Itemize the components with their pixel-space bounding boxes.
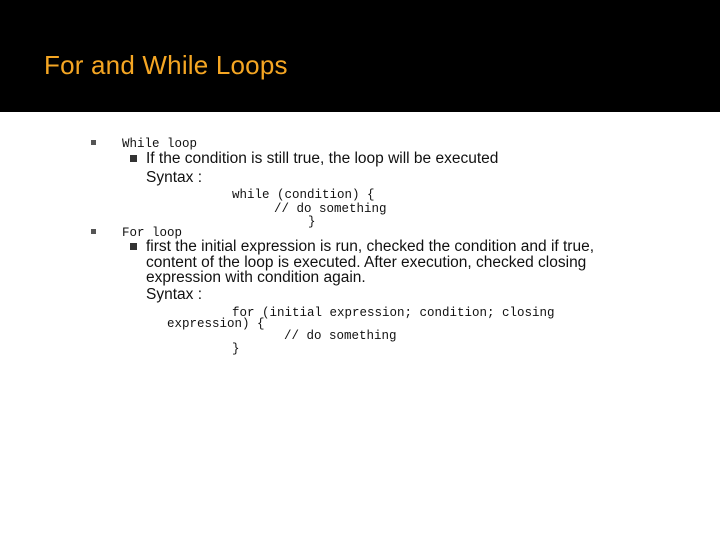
while-code-line-2: // do something: [274, 202, 387, 216]
while-loop-description: If the condition is still true, the loop will be executed: [146, 150, 499, 167]
level2-bullet-for: [130, 243, 137, 250]
for-loop-heading: For loop: [122, 226, 183, 240]
level2-bullet-while: [130, 155, 137, 162]
slide-title: For and While Loops: [44, 50, 288, 80]
for-loop-description-line-2: content of the loop is executed. After execution, checked closing: [146, 254, 587, 271]
while-loop-heading: While loop: [122, 137, 198, 151]
for-syntax-label: Syntax :: [146, 286, 202, 303]
while-code-line-3: }: [308, 215, 316, 229]
for-code-line-3: // do something: [284, 329, 397, 343]
level1-bullet-for: [91, 229, 96, 234]
while-syntax-label: Syntax :: [146, 169, 202, 186]
level1-bullet-while: [91, 140, 96, 145]
for-loop-description-line-1: first the initial expression is run, checked the condition and if true,: [146, 238, 595, 255]
for-code-line-2: expression) {: [167, 317, 265, 331]
for-code-line-4: }: [232, 342, 240, 356]
for-loop-description-line-3: expression with condition again.: [146, 269, 366, 286]
for-code-line-1: for (initial expression; condition; closing: [232, 306, 555, 320]
while-code-line-1: while (condition) {: [232, 188, 375, 202]
